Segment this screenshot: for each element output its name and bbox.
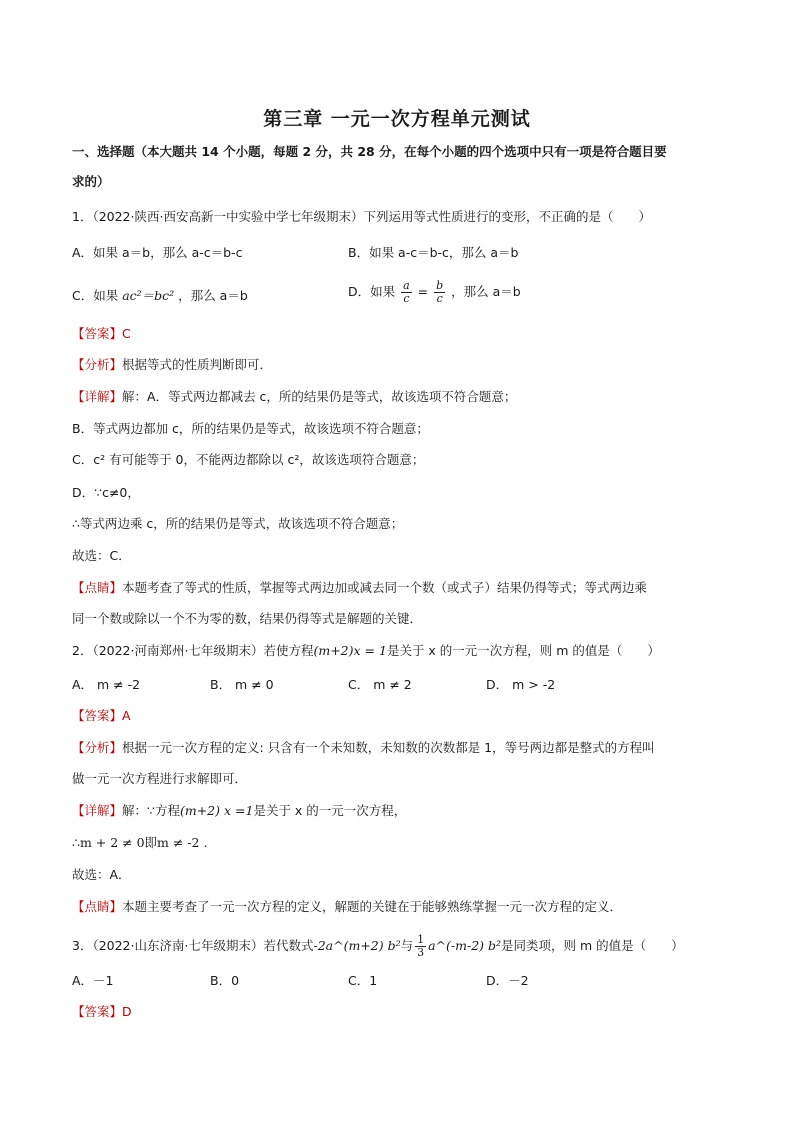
q2-detail-suffix: 是关于 x 的一元一次方程， bbox=[253, 803, 407, 818]
q3-answer-line bbox=[72, 1003, 132, 1021]
q1-option-d-suffix: ，那么 a＝b bbox=[451, 284, 521, 299]
q1-detail-line3: C．c² 有可能等于 0，不能两边都除以 c²，故该选项符合题意； bbox=[72, 452, 425, 467]
q3-stem-mid: 与 bbox=[400, 938, 414, 953]
q1-option-c-math: ac²＝bc² bbox=[122, 288, 175, 303]
q2-comment-line bbox=[72, 898, 622, 916]
comment-tag: 【点睛】 bbox=[72, 899, 123, 914]
q3-answer-value: D bbox=[122, 1004, 132, 1019]
q1-option-a: A．如果 a＝b，那么 a-c＝b-c bbox=[72, 245, 243, 260]
q2-stem-suffix: 是关于 x 的一元一次方程，则 m 的值是（ ） bbox=[386, 643, 660, 658]
q1-option-d bbox=[348, 280, 521, 305]
q2-analysis-line2: 做一元一次方程进行求解即可． bbox=[72, 771, 248, 786]
q3-option-c: C．1 bbox=[348, 973, 378, 988]
q2-analysis-text1: 根据一元一次方程的定义: 只含有一个未知数，未知数的次数都是 1，等号两边都是整式的方程叫 bbox=[122, 740, 655, 755]
detail-tag: 【详解】 bbox=[72, 389, 123, 404]
q2-answer-value: A bbox=[122, 708, 131, 723]
q2-choose-line: 故选：A． bbox=[72, 867, 131, 882]
q3-stem-fraction bbox=[415, 934, 426, 959]
q1-option-c-prefix: C．如果 bbox=[72, 288, 119, 303]
q1-stem: 1．（2022·陕西·西安高新一中实验中学七年级期末）下列运用等式性质进行的变形，不正确的是（ ） bbox=[72, 209, 651, 224]
q2-option-b: B． m ≠ 0 bbox=[210, 677, 274, 692]
q1-detail-line2: B．等式两边都加 c，所的结果仍是等式，故该选项不符合题意； bbox=[72, 421, 429, 436]
fraction-denominator: c bbox=[403, 292, 410, 305]
page-title: 第三章 一元一次方程单元测试 bbox=[263, 108, 531, 130]
q2-detail-line2: ∴m + 2 ≠ 0即m ≠ -2 . bbox=[72, 835, 208, 850]
analysis-tag: 【分析】 bbox=[72, 357, 123, 372]
q1-option-b: B．如果 a-c＝b-c，那么 a＝b bbox=[348, 245, 519, 260]
fraction-denominator: c bbox=[436, 292, 443, 305]
q2-detail-prefix: 解：∵方程 bbox=[122, 803, 180, 818]
q1-option-d-equals: = bbox=[417, 284, 429, 299]
q3-option-d: D．－2 bbox=[486, 973, 529, 988]
detail-tag: 【详解】 bbox=[72, 803, 123, 818]
fraction-numerator: a bbox=[403, 279, 410, 292]
q2-answer-line bbox=[72, 707, 131, 725]
section-heading-line1: 一、选择题（本大题共 14 个小题，每题 2 分，共 28 分，在每个小题的四个选项中只有一项是符合题目要 bbox=[72, 144, 667, 159]
q1-comment-line2: 同一个数或除以一个不为零的数，结果仍得等式是解题的关键． bbox=[72, 611, 423, 626]
fraction-denominator: 3 bbox=[417, 946, 425, 959]
q1-comment-text1: 本题考查了等式的性质，掌握等式两边加或减去同一个数（或式子）结果仍得等式；等式两边乘 bbox=[122, 580, 648, 595]
section-heading-line2: 求的） bbox=[72, 174, 110, 189]
q3-stem-math2: a^(-m-2) b² bbox=[428, 938, 502, 953]
q1-option-d-prefix: D．如果 bbox=[348, 284, 396, 299]
q1-option-c-suffix: ，那么 a＝b bbox=[178, 288, 248, 303]
q1-detail-line5: ∴等式两边乘 c，所的结果仍是等式，故该选项不符合题意； bbox=[72, 516, 404, 531]
fraction-numerator: 1 bbox=[417, 933, 425, 946]
q1-analysis-text: 根据等式的性质判断即可． bbox=[122, 357, 273, 372]
q3-stem-suffix: 是同类项，则 m 的值是（ ） bbox=[501, 938, 684, 953]
q3-stem-prefix: 3．（2022·山东济南·七年级期末）若代数式 bbox=[72, 938, 314, 953]
q2-stem-math: (m+2)x = 1 bbox=[313, 643, 387, 658]
q1-analysis-line bbox=[72, 356, 272, 374]
q2-stem bbox=[72, 642, 660, 660]
q1-option-d-fraction2 bbox=[434, 280, 445, 305]
answer-tag: 【答案】 bbox=[72, 326, 123, 341]
q3-stem-math1: -2a^(m+2) b² bbox=[313, 938, 401, 953]
q2-comment-text: 本题主要考查了一元一次方程的定义，解题的关键在于能够熟练掌握一元一次方程的定义． bbox=[122, 899, 623, 914]
comment-tag: 【点睛】 bbox=[72, 580, 123, 595]
answer-tag: 【答案】 bbox=[72, 708, 123, 723]
answer-tag: 【答案】 bbox=[72, 1004, 123, 1019]
q1-answer-line bbox=[72, 325, 131, 343]
q1-option-c bbox=[72, 287, 248, 305]
fraction-numerator: b bbox=[436, 279, 444, 292]
q2-option-a: A． m ≠ -2 bbox=[72, 677, 141, 692]
q2-stem-prefix: 2．（2022·河南郑州·七年级期末）若使方程 bbox=[72, 643, 314, 658]
q1-detail-line4: D．∵c≠0， bbox=[72, 485, 140, 500]
q1-choose-line: 故选：C． bbox=[72, 548, 131, 563]
q1-detail-line1 bbox=[72, 388, 516, 406]
q1-option-d-fraction1 bbox=[401, 280, 412, 305]
analysis-tag: 【分析】 bbox=[72, 740, 123, 755]
q1-detail-text1: 解：A．等式两边都减去 c，所的结果仍是等式，故该选项不符合题意； bbox=[122, 389, 517, 404]
q3-option-b: B．0 bbox=[210, 973, 240, 988]
q2-analysis-line1 bbox=[72, 739, 655, 757]
q2-detail-line1 bbox=[72, 802, 406, 820]
q2-option-d: D． m > -2 bbox=[486, 677, 556, 692]
q2-option-c: C． m ≠ 2 bbox=[348, 677, 412, 692]
q2-detail-math: (m+2) x =1 bbox=[179, 803, 254, 818]
q1-comment-line1 bbox=[72, 579, 647, 597]
q3-option-a: A．－1 bbox=[72, 973, 114, 988]
q1-answer-value: C bbox=[122, 326, 131, 341]
q3-stem bbox=[72, 934, 684, 959]
